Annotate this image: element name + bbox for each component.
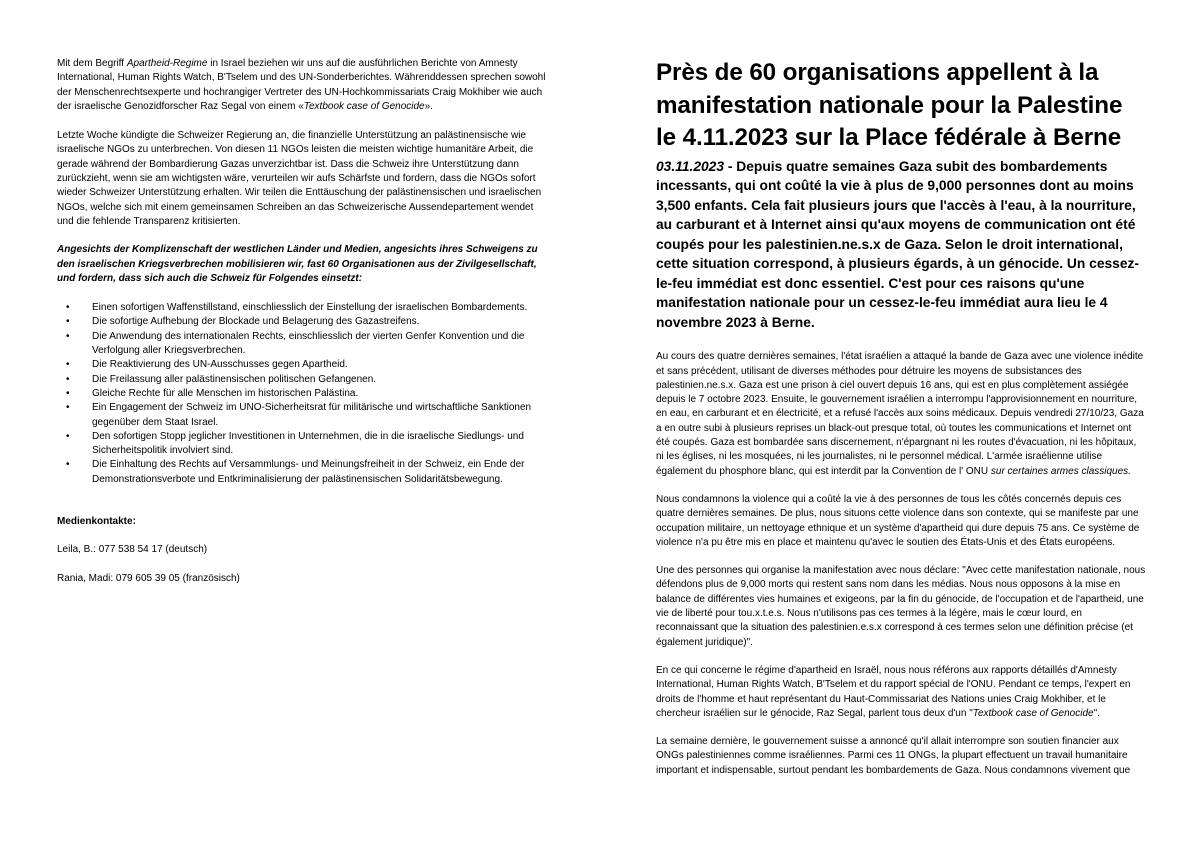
demand-item: • Einen sofortigen Waffenstillstand, einschliesslich der Einstellung der israelischen Bombardements.: [57, 301, 547, 315]
demand-item: • Den sofortigen Stopp jeglicher Investitionen in Unternehmen, die in die israelische Siedlungs- und Sicherheitspolitik involviert sind.: [57, 430, 547, 459]
ngo-funding-paragraph: Letzte Woche kündigte die Schweizer Regierung an, die finanzielle Unterstützung an palästinensische wie israelische NGOs zu unterbrechen. Von diesen 11 NGOs leisten die meisten wichtige humanitäre Arbeit, die gerade während der Bombardierung Gazas unverzichtbar ist. Dass die Schweiz ihre Unterstützung dann zurückzieht, wenn sie am wichtigsten wäre, verurteilen wir aufs Schärfste und fordern, dass die NGOs sofort wieder Schweizer Unterstützung erhalten. Wir teilen die Enttäuschung der palästinensischen und israelischen NGOs, welche sich mit einem gemeinsamen Schreiben an das Schweizerische Aussendepartement wendet und die fehlende Transparenz kritisierten.: [57, 130, 542, 227]
contact-french: Rania, Madi: 079 605 39 05 (französisch): [57, 572, 240, 584]
apartheid-paragraph: Mit dem Begriff Apartheid-Regime in Israel beziehen wir uns auf die ausführlichen Berichte von Amnesty International, Human Rights Watch, B'Tselem und des UN-Sonderberichtes. Währenddessen sprechen sowohl der Menschenrechtsexperte und hochrangiger Vertreter des UN-Hochkommissariats Craig Mokhiber wie auch der israelische Genozidforscher Raz Segal von einem «Textbook case of Genocide».: [57, 58, 546, 112]
contact-german: Leila, B.: 077 538 54 17 (deutsch): [57, 544, 208, 556]
apartheid-regime-term: Apartheid-Regime: [126, 58, 208, 69]
textbook-genocide-term: Textbook case of Genocide: [303, 100, 425, 112]
release-date: 03.11.2023: [656, 158, 725, 174]
demand-item: • Die sofortige Aufhebung der Blockade und Belagerung des Gazastreifens.: [57, 315, 547, 329]
mobilisation-paragraph: Angesichts der Komplizenschaft der westlichen Länder und Medien, angesichts ihres Schweigens zu den israelischen Kriegsverbrechen mobilisieren wir, fast 60 Organisationen aus der Zivilgesellschaft, und fordern, dass sich auch die Schweiz für Folgendes einsetzt:: [57, 244, 538, 284]
demand-item: • Die Freilassung aller palästinensischen politischen Gefangenen.: [57, 373, 547, 387]
body-paragraph-condemnation: Nous condamnons la violence qui a coûté la vie à des personnes de tous les côtés concernés depuis ces quatre dernières semaines. De plus, nous situons cette violence dans son contexte, qui se manifeste par une occupation militaire, un nettoyage ethnique et un système d'apartheid qui dure depuis 75 ans. Ce système de violence n'a pu être mis en place et maintenu qu'avec le soutien des États-Unis et des États européens.: [656, 493, 1140, 548]
lead-paragraph: 03.11.2023 - Depuis quatre semaines Gaza subit des bombardements incessants, qui ont coûté la vie à plus de 9,000 personnes dont au moins 3,500 enfants. Cela fait plusieurs jours que l'accès à l'eau, à la nourriture, au carburant et à Internet ainsi qu'aux moyens de communication ont été coupés pour les palestinien.ne.s.x de Gaza. Selon le droit international, cette situation correspond, à plusieurs égards, à un génocide. Un cessez-le-feu immédiat est donc essentiel. C'est pour ces raisons qu'une manifestation nationale pour un cessez-le-feu immédiat aura lieu le 4 novembre 2023 à Berne.: [656, 158, 1140, 330]
demand-item: • Ein Engagement der Schweiz im UNO-Sicherheitsrat für militärische und wirtschaftliche Sanktionen gegenüber dem Staat Israel.: [57, 401, 547, 430]
right-column: [656, 57, 1146, 792]
body-text: [656, 350, 1146, 778]
left-column: [57, 57, 547, 600]
body-paragraph-apartheid: En ce qui concerne le régime d'apartheid en Israël, nous nous référons aux rapports détaillés d'Amnesty International, Human Rights Watch, B'Tselem et du rapport spécial de l'ONU. Pendant ce temps, l'expert en droits de l'homme et haut représentant du Haut-Commissariat des Nations unies Craig Mokhiber, et le chercheur israélien sur le génocide, Raz Segal, parlent tous deux d'un "Textbook case of Genocide".: [656, 664, 1131, 719]
demand-item: • Die Einhaltung des Rechts auf Versammlungs- und Meinungsfreiheit in der Schweiz, ein Ende der Demonstrationsverbote und Entkriminalisierung der palästinensischen Solidaritätsbewegung.: [57, 458, 547, 487]
media-contacts-title: Medienkontakte:: [57, 516, 136, 528]
demands-list: [57, 301, 547, 487]
body-paragraph-funding: La semaine dernière, le gouvernement suisse a annoncé qu'il allait interrompre son soutien financier aux ONGs palestiniennes comme israéliennes. Parmi ces 11 ONGs, la plupart effectuent un travail humanitaire important et indispensable, surtout pendant les bombardements de Gaza. Nous condamnons vivement que: [656, 736, 1131, 776]
demand-item: • Die Anwendung des internationalen Rechts, einschliesslich der vierten Genfer Konvention und die Verfolgung aller Kriegsverbrechen.: [57, 330, 547, 359]
body-paragraph-quote: Une des personnes qui organise la manifestation avec nous déclare: "Avec cette manifestation nationale, nous défendons plus de 9,000 morts qui restent sans nom dans les médias. Nous nous opposons à la mise en balance de différentes vies humaines et exigeons, par la fin du génocide, de l'occupation et de l'apartheid, une vie de liberté pour tou.x.t.e.s. Nous n'utilisons pas ces termes à la légère, mais le cœur lourd, en reconnaissant que la situation des palestinien.e.s.x correspond à ces termes selon une définition précise (et également juridique)".: [656, 565, 1146, 648]
demand-item: • Die Reaktivierung des UN-Ausschusses gegen Apartheid.: [57, 358, 547, 372]
demand-item: • Gleiche Rechte für alle Menschen im historischen Palästina.: [57, 387, 547, 401]
press-release-headline: Près de 60 organisations appellent à la manifestation nationale pour la Palestine le 4.11.2023 sur la Place fédérale à Berne: [656, 59, 1123, 152]
right-page: [600, 0, 1200, 847]
body-paragraph-attack: Au cours des quatre dernières semaines, l'état israélien a attaqué la bande de Gaza avec une violence inédite et sans précédent, utilisant de diverses méthodes pour détruire les moyens de subsistances des palestinien.ne.s.x. Gaza est une prison à ciel ouvert depuis 16 ans, qui est en plus complètement assiégée depuis le 7 octobre 2023. Ensuite, le gouvernement israélien a interrompu l'approvisionnement en nourriture, en eau, en carburant et en électricité, et a refusé l'accès aux soins médicaux. Depuis vendredi 27/10/23, Gaza a en outre subi à plusieurs reprises un black-out presque total, où toutes les communications et Internet ont été coupés. Gaza est bombardée sans discernement, n'épargnant ni les routes d'évacuation, ni les hôpitaux, ni les églises, ni les mosquées, ni les journalistes, ni le personnel médical. L'armée israélienne utilise également du phosphore blanc, qui est interdit par la Convention de l' ONU sur certaines armes classiques.: [656, 351, 1144, 477]
